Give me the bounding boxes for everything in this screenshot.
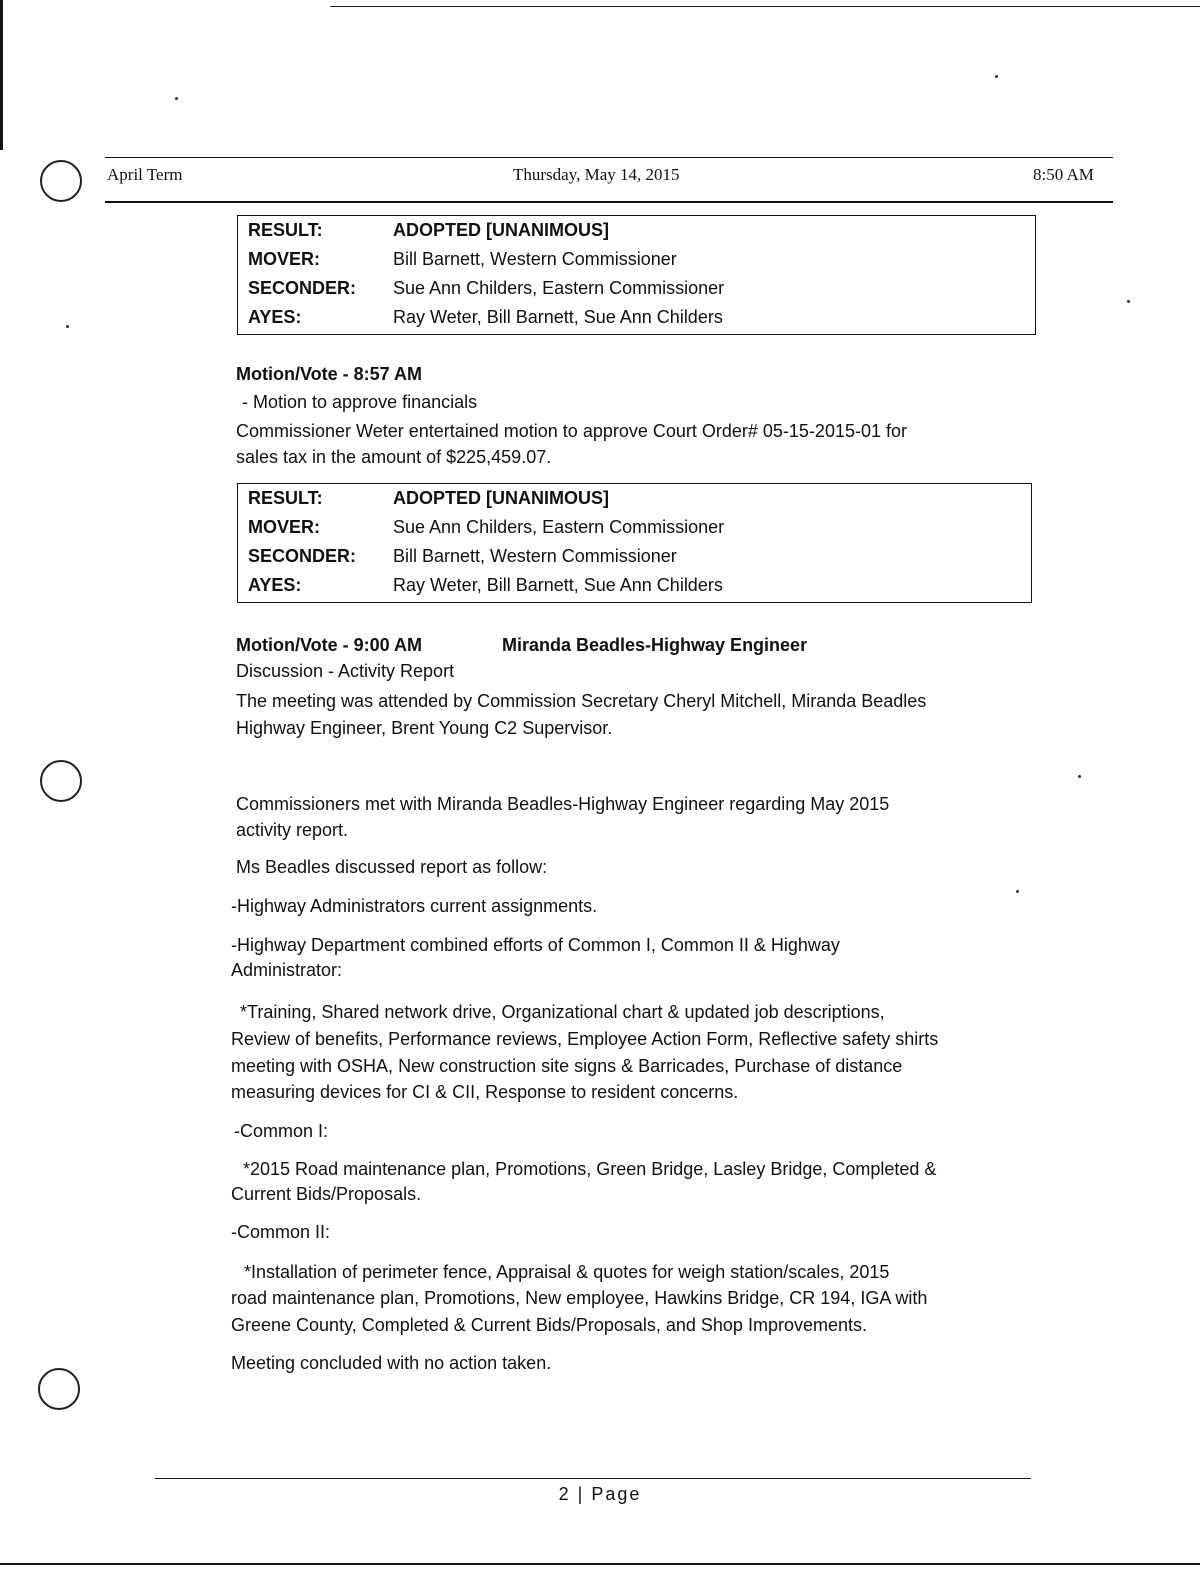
motion-subject: - Motion to approve financials xyxy=(242,392,478,412)
punch-hole-icon xyxy=(40,760,82,802)
body-line: -Highway Department combined efforts of Common I, Common II & Highway xyxy=(231,935,840,955)
scan-edge-left xyxy=(0,0,3,150)
header-rule-bottom xyxy=(105,201,1113,203)
punch-hole-icon xyxy=(38,1368,80,1410)
vote-seconder: Bill Barnett, Western Commissioner xyxy=(393,546,677,566)
vote-box-1 xyxy=(237,215,1036,335)
scan-speck xyxy=(175,97,178,100)
scan-speck xyxy=(1078,775,1081,778)
body-line: Review of benefits, Performance reviews, Employee Action Form, Reflective safety shirts xyxy=(231,1029,939,1049)
vote-seconder: Sue Ann Childers, Eastern Commissioner xyxy=(393,278,725,298)
vote-box-2 xyxy=(237,483,1032,603)
scan-speck xyxy=(995,75,998,78)
body-line: activity report. xyxy=(236,820,349,840)
body-line: -Common II: xyxy=(231,1222,331,1242)
attendance-line: Highway Engineer, Brent Young C2 Supervisor. xyxy=(236,718,613,738)
body-line: *Installation of perimeter fence, Appraisal & quotes for weigh station/scales, 2015 xyxy=(244,1262,890,1282)
vote-result: ADOPTED [UNANIMOUS] xyxy=(393,220,609,240)
discussion-heading: Discussion - Activity Report xyxy=(236,661,455,681)
motion-presenter: Miranda Beadles-Highway Engineer xyxy=(502,635,808,655)
body-line: meeting with OSHA, New construction site signs & Barricades, Purchase of distance xyxy=(231,1056,903,1076)
footer-rule xyxy=(155,1478,1031,1479)
vote-mover: Bill Barnett, Western Commissioner xyxy=(393,249,677,269)
scan-speck xyxy=(1127,300,1130,303)
body-line: Administrator: xyxy=(231,960,343,980)
vote-label-ayes: AYES: xyxy=(248,575,302,595)
body-line: -Highway Administrators current assignments. xyxy=(231,896,598,916)
attendance-line: The meeting was attended by Commission Secretary Cheryl Mitchell, Miranda Beadles xyxy=(236,691,927,711)
vote-label-ayes: AYES: xyxy=(248,307,302,327)
body-line: Current Bids/Proposals. xyxy=(231,1184,422,1204)
body-line: Meeting concluded with no action taken. xyxy=(231,1353,552,1373)
body-line: measuring devices for CI & CII, Response to resident concerns. xyxy=(231,1082,739,1102)
body-line: road maintenance plan, Promotions, New employee, Hawkins Bridge, CR 194, IGA with xyxy=(231,1288,928,1308)
header-rule-top xyxy=(105,157,1113,158)
vote-ayes: Ray Weter, Bill Barnett, Sue Ann Childers xyxy=(393,575,723,595)
header-term: April Term xyxy=(107,165,183,184)
punch-hole-icon xyxy=(40,160,82,202)
body-line: Commissioners met with Miranda Beadles-Highway Engineer regarding May 2015 xyxy=(236,794,890,814)
vote-label-mover: MOVER: xyxy=(248,249,320,269)
header-date: Thursday, May 14, 2015 xyxy=(513,165,680,184)
motion-heading: Motion/Vote - 9:00 AM xyxy=(236,635,422,655)
motion-text-line: sales tax in the amount of $225,459.07. xyxy=(236,447,552,467)
vote-label-result: RESULT: xyxy=(248,488,323,508)
scan-edge-bottom xyxy=(0,1563,1200,1565)
motion-heading: Motion/Vote - 8:57 AM xyxy=(236,364,422,384)
vote-mover: Sue Ann Childers, Eastern Commissioner xyxy=(393,517,725,537)
page-number: 2 | Page xyxy=(558,1484,642,1504)
scan-speck xyxy=(66,325,69,328)
body-line: *Training, Shared network drive, Organizational chart & updated job descriptions, xyxy=(240,1002,885,1022)
body-line: -Common I: xyxy=(234,1121,329,1141)
motion-text-line: Commissioner Weter entertained motion to approve Court Order# 05-15-2015-01 for xyxy=(236,421,908,441)
vote-result: ADOPTED [UNANIMOUS] xyxy=(393,488,609,508)
header-time: 8:50 AM xyxy=(1033,165,1094,184)
vote-ayes: Ray Weter, Bill Barnett, Sue Ann Childers xyxy=(393,307,723,327)
vote-label-mover: MOVER: xyxy=(248,517,320,537)
body-line: Greene County, Completed & Current Bids/Proposals, and Shop Improvements. xyxy=(231,1315,867,1335)
vote-label-result: RESULT: xyxy=(248,220,323,240)
scan-edge-top xyxy=(330,6,1200,7)
body-line: Ms Beadles discussed report as follow: xyxy=(236,857,548,877)
vote-label-seconder: SECONDER: xyxy=(248,278,357,298)
vote-label-seconder: SECONDER: xyxy=(248,546,357,566)
scan-speck xyxy=(1016,890,1019,893)
body-line: *2015 Road maintenance plan, Promotions, Green Bridge, Lasley Bridge, Completed & xyxy=(243,1159,937,1179)
